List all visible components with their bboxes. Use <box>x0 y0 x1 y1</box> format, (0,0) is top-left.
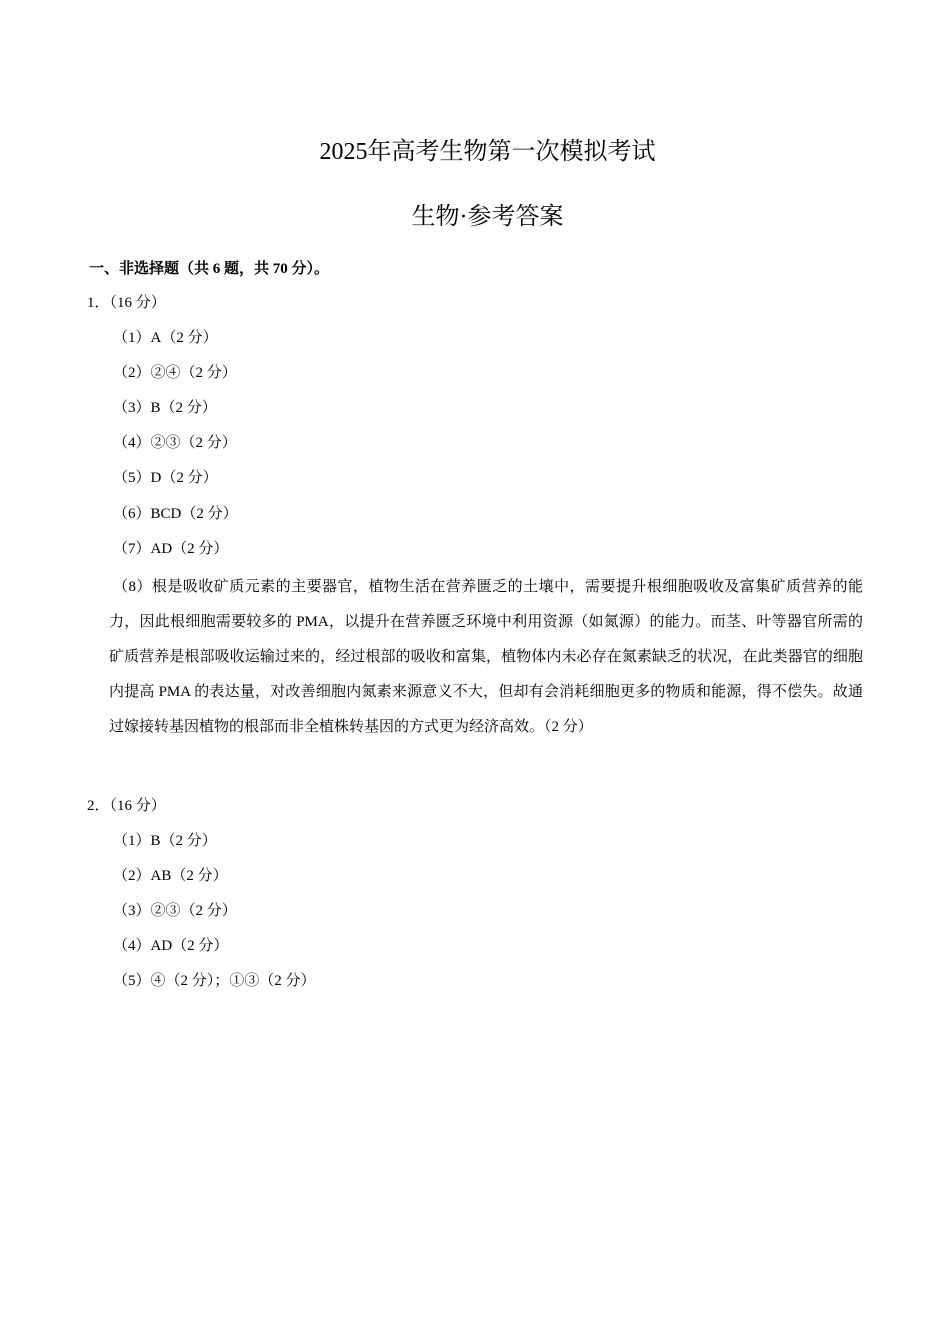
question-2-answer-1: （1）B（2 分） <box>113 833 217 849</box>
page-subtitle: 生物·参考答案 <box>411 204 564 230</box>
question-1-answer-3: （3）B（2 分） <box>113 400 217 416</box>
question-1-answer-4: （4）②③（2 分） <box>113 435 237 451</box>
question-1-answer-2: （2）②④（2 分） <box>113 365 237 381</box>
question-2-label: 2．（16 分） <box>87 798 166 814</box>
section-heading: 一、非选择题（共 6 题，共 70 分）。 <box>89 261 330 277</box>
question-1-answer-6: （6）BCD（2 分） <box>113 506 238 522</box>
question-1-answer-8: （8）根是吸收矿质元素的主要器官，植物生活在营养匮乏的土壤中，需要提升根细胞吸收及富集矿质营养的能力，因此根细胞需要较多的 PMA，以提升在营养匮乏环境中利用资源（如氮源）的能力。而茎、叶等器官所需的矿质营养是根部吸收运输过来的，经过根部的吸收和富集，植物体内未必存在氮素缺乏的状况，在此类器官的细胞内提高 PMA 的表达量，对改善细胞内氮素来源意义不大，但却有会消耗细胞更多的物质和能源，得不偿失。故通过嫁接转基因植物的根部而非全植株转基因的方式更为经济高效。（2 分） <box>109 579 863 735</box>
question-1-answer-1: （1）A（2 分） <box>113 330 218 346</box>
page-title: 2025年高考生物第一次模拟考试 <box>319 139 656 165</box>
question-2-answer-5: （5）④（2 分）；①③（2 分） <box>113 973 316 989</box>
question-1-answer-5: （5）D（2 分） <box>113 470 218 486</box>
question-2-answer-4: （4）AD（2 分） <box>113 938 229 954</box>
question-2-answer-3: （3）②③（2 分） <box>113 903 237 919</box>
question-1-label: 1．（16 分） <box>87 295 166 311</box>
question-1-answer-7: （7）AD（2 分） <box>113 541 229 557</box>
question-2-answer-2: （2）AB（2 分） <box>113 868 228 884</box>
